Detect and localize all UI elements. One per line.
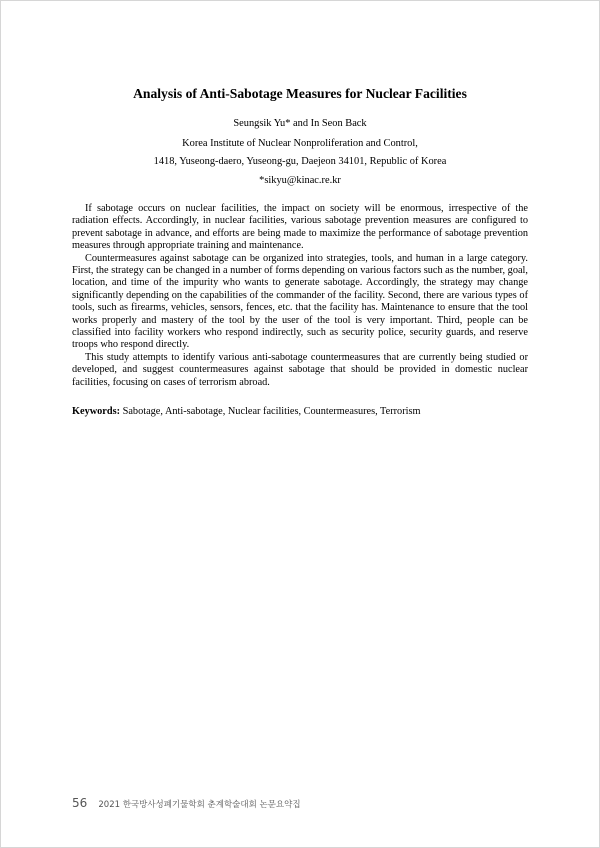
page-footer [72,792,301,811]
author-names: Seungsik Yu* and In Seon Back [233,118,367,129]
keywords [72,406,528,417]
abstract [72,203,528,389]
author-email: *sikyu@kinac.re.kr [259,175,341,186]
page-number: 56 [72,796,88,810]
keywords-list: Sabotage, Anti-sabotage, Nuclear facilities, Countermeasures, Terrorism [122,406,421,417]
abstract-paragraph: This study attempts to identify various anti-sabotage countermeasures that are currently being studied or developed, and suggest countermeasures against sabotage that should be provided in domestic nuclear facilities, focusing on cases of terrorism abroad. [72,351,528,388]
keywords-label: Keywords: [72,406,121,417]
author-affiliation: Korea Institute of Nuclear Nonproliferation and Control, [182,138,418,149]
abstract-paragraph: Countermeasures against sabotage can be organized into strategies, tools, and human in a large category. First, the strategy can be changed in a number of forms depending on various factors such as the number, goal, location, and time of the impurity who wants to generate sabotage. Accordingly, the strategy may change significantly depending on the capabilities of the commander of the facility. Second, there are various types of tools, such as firearms, vehicles, sensors, fences, etc. that the facility has. Maintenance to ensure that the tool works properly and mastery of the tool by the user of the tool is very important. Third, people can be classified into facility workers who respond indirectly, such as security police, security guards, and reserve troops who respond directly. [72,252,528,351]
paper-title: Analysis of Anti-Sabotage Measures for Nuclear Facilities [133,86,467,101]
conference-name: 2021 한국방사성폐기물학회 춘계학술대회 논문요약집 [98,800,301,810]
author-address: 1418, Yuseong-daero, Yuseong-gu, Daejeon 34101, Republic of Korea [153,156,447,167]
abstract-paragraph: If sabotage occurs on nuclear facilities, the impact on society will be enormous, irrespective of the radiation effects. Accordingly, in nuclear facilities, various sabotage prevention measures are configured to prevent sabotage in advance, and efforts are being made to maximize the performance of sabotage prevention measures through appropriate training and maintenance. [72,203,528,252]
